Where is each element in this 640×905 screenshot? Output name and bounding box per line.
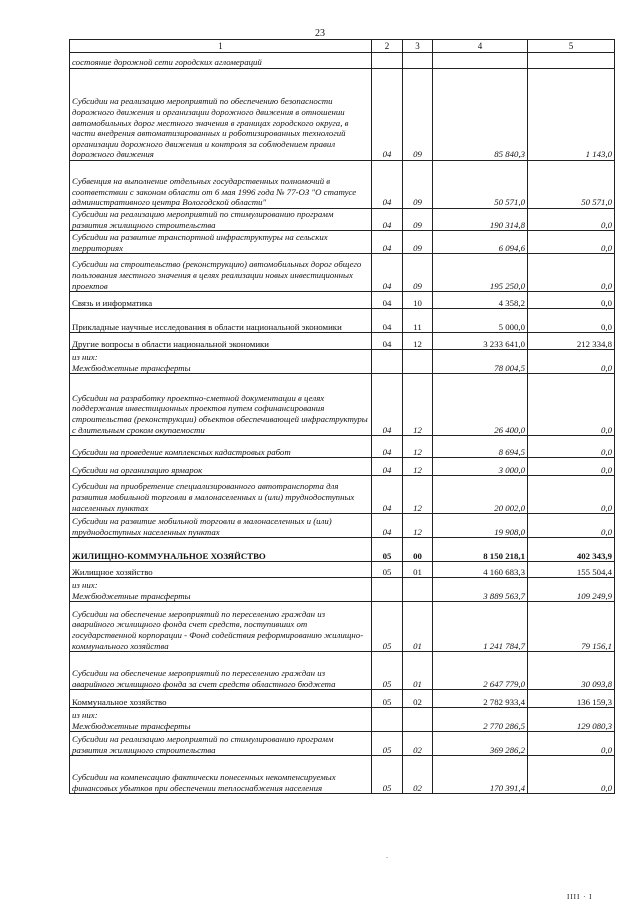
row-subsection-code: 01 — [403, 562, 433, 578]
row-amount-federal: 0,0 — [528, 254, 615, 292]
row-subsection-code: 12 — [403, 333, 433, 350]
row-subsection-code — [403, 708, 433, 732]
row-amount-federal: 0,0 — [528, 350, 615, 374]
row-amount-federal — [528, 53, 615, 69]
table-row — [70, 254, 615, 292]
budget-table — [69, 39, 615, 794]
table-row — [70, 231, 615, 254]
row-name: Субсидии на приобретение специализированного автотранспорта для развития мобильной торговли в малонаселенных и (или) труднодоступных населенных пунктах — [70, 476, 372, 514]
row-section-code: 05 — [372, 756, 403, 794]
table-row — [70, 732, 615, 756]
row-section-code: 04 — [372, 374, 403, 436]
row-amount-total: 8 694,5 — [433, 436, 528, 458]
row-section-code: 05 — [372, 690, 403, 708]
row-amount-total: 3 000,0 — [433, 458, 528, 476]
row-section-code: 05 — [372, 602, 403, 652]
row-section-code: 04 — [372, 458, 403, 476]
row-amount-total: 2 647 779,0 — [433, 652, 528, 690]
row-subsection-code: 12 — [403, 458, 433, 476]
row-section-code — [372, 350, 403, 374]
table-row — [70, 374, 615, 436]
row-name: Субсидии на реализацию мероприятий по стимулированию программ развития жилищного строительства — [70, 732, 372, 756]
row-amount-total: 2 770 286,5 — [433, 708, 528, 732]
row-amount-total: 4 358,2 — [433, 292, 528, 309]
row-subsection-code: 02 — [403, 732, 433, 756]
row-amount-federal: 0,0 — [528, 436, 615, 458]
table-row — [70, 458, 615, 476]
header-col-4: 4 — [433, 40, 528, 53]
row-name: Связь и информатика — [70, 292, 372, 309]
row-section-code: 05 — [372, 732, 403, 756]
row-name: Субсидии на компенсацию фактически понесенных некомпенсируемых финансовых убытков при обеспечении теплоснабжения населения — [70, 756, 372, 794]
row-section-code — [372, 53, 403, 69]
row-subsection-code: 12 — [403, 514, 433, 538]
row-amount-federal: 402 343,9 — [528, 538, 615, 562]
header-col-2: 2 — [372, 40, 403, 53]
table-row — [70, 209, 615, 231]
row-name: Другие вопросы в области национальной экономики — [70, 333, 372, 350]
row-amount-federal: 0,0 — [528, 476, 615, 514]
row-section-code: 04 — [372, 514, 403, 538]
table-row — [70, 476, 615, 514]
table-row — [70, 514, 615, 538]
row-subsection-code — [403, 578, 433, 602]
row-name: из них: Межбюджетные трансферты — [70, 708, 372, 732]
row-amount-federal: 0,0 — [528, 732, 615, 756]
table-row — [70, 690, 615, 708]
row-amount-federal: 0,0 — [528, 514, 615, 538]
row-subsection-code: 01 — [403, 602, 433, 652]
table-row — [70, 602, 615, 652]
row-name: Субсидии на строительство (реконструкцию) автомобильных дорог общего пользования местного значения в целях реализации новых инвестиционных проектов — [70, 254, 372, 292]
row-amount-total: 20 002,0 — [433, 476, 528, 514]
row-amount-federal: 136 159,3 — [528, 690, 615, 708]
row-subsection-code: 09 — [403, 161, 433, 209]
row-subsection-code: 12 — [403, 436, 433, 458]
row-name: Субсидии на разработку проектно-сметной документации в целях поддержания инвестиционных проектов путем софинансирования строительства (реконструкции) объектов обеспечивающей инфраструктуры с длительным сроком окупаемости — [70, 374, 372, 436]
row-section-code: 04 — [372, 333, 403, 350]
row-name: Субвенция на выполнение отдельных государственных полномочий в соответствии с законом области от 6 мая 1996 года № 77-ОЗ "О статусе административного центра Вологодской области" — [70, 161, 372, 209]
row-section-code: 04 — [372, 161, 403, 209]
row-amount-total: 195 250,0 — [433, 254, 528, 292]
row-subsection-code: 09 — [403, 254, 433, 292]
row-amount-federal: 1 143,0 — [528, 69, 615, 161]
row-amount-total: 6 094,6 — [433, 231, 528, 254]
row-amount-total: 2 782 933,4 — [433, 690, 528, 708]
row-section-code: 04 — [372, 209, 403, 231]
row-amount-federal: 129 080,3 — [528, 708, 615, 732]
header-col-5: 5 — [528, 40, 615, 53]
row-section-code: 05 — [372, 652, 403, 690]
row-section-code: 05 — [372, 562, 403, 578]
table-row — [70, 436, 615, 458]
row-amount-federal: 0,0 — [528, 756, 615, 794]
row-name: Коммунальное хозяйство — [70, 690, 372, 708]
row-subsection-code: 01 — [403, 652, 433, 690]
table-row — [70, 350, 615, 374]
row-subsection-code — [403, 350, 433, 374]
row-section-code: 04 — [372, 254, 403, 292]
table-row — [70, 652, 615, 690]
row-name: Субсидии на реализацию мероприятий по стимулированию программ развития жилищного строительства — [70, 209, 372, 231]
row-section-code: 04 — [372, 231, 403, 254]
row-name: Субсидии на обеспечение мероприятий по переселению граждан из аварийного жилищного фонда за счет средств областного бюджета — [70, 652, 372, 690]
row-name: Субсидии на организацию ярмарок — [70, 458, 372, 476]
page-number: 23 — [315, 28, 325, 39]
row-name: Прикладные научные исследования в области национальной экономики — [70, 309, 372, 333]
row-amount-total: 190 314,8 — [433, 209, 528, 231]
row-section-code — [372, 708, 403, 732]
table-row — [70, 69, 615, 161]
row-section-code: 04 — [372, 436, 403, 458]
header-col-3: 3 — [403, 40, 433, 53]
table-header-row — [70, 40, 615, 53]
row-subsection-code: 10 — [403, 292, 433, 309]
table-row — [70, 292, 615, 309]
row-section-code: 04 — [372, 476, 403, 514]
table-row — [70, 333, 615, 350]
row-amount-total: 85 840,3 — [433, 69, 528, 161]
row-name: Субсидии на реализацию мероприятий по обеспечению безопасности дорожного движения и организации дорожного движения в отношении автомобильных дорог местного значения в границах городского округа, в части внедрения автоматизированных и роботизированных технологий организации дорожного движения и контроля за соблюдением правил дорожного движения — [70, 69, 372, 161]
row-amount-federal: 212 334,8 — [528, 333, 615, 350]
row-section-code: 05 — [372, 538, 403, 562]
row-amount-federal: 79 156,1 — [528, 602, 615, 652]
row-amount-total: 170 391,4 — [433, 756, 528, 794]
row-name: Субсидии на обеспечение мероприятий по переселению граждан из аварийного жилищного фонда счет средств, поступивших от государственной корпорации - Фонд содействия реформированию жилищно-коммунального хозяйства — [70, 602, 372, 652]
table-row — [70, 309, 615, 333]
row-amount-total: 19 908,0 — [433, 514, 528, 538]
row-amount-federal: 50 571,0 — [528, 161, 615, 209]
row-amount-total: 1 241 784,7 — [433, 602, 528, 652]
row-amount-total: 26 400,0 — [433, 374, 528, 436]
row-amount-federal: 0,0 — [528, 458, 615, 476]
row-name: ЖИЛИЩНО-КОММУНАЛЬНОЕ ХОЗЯЙСТВО — [70, 538, 372, 562]
table-row — [70, 538, 615, 562]
row-subsection-code: 02 — [403, 690, 433, 708]
row-amount-total: 369 286,2 — [433, 732, 528, 756]
row-subsection-code: 12 — [403, 476, 433, 514]
row-name: из них: Межбюджетные трансферты — [70, 350, 372, 374]
row-subsection-code: 11 — [403, 309, 433, 333]
row-subsection-code — [403, 53, 433, 69]
table-row — [70, 708, 615, 732]
stray-mark: - — [386, 855, 388, 861]
row-amount-federal: 0,0 — [528, 209, 615, 231]
table-row — [70, 161, 615, 209]
table-row — [70, 562, 615, 578]
row-amount-total: 5 000,0 — [433, 309, 528, 333]
row-amount-total: 4 160 683,3 — [433, 562, 528, 578]
row-name: состояние дорожной сети городских агломераций — [70, 53, 372, 69]
row-amount-federal: 0,0 — [528, 374, 615, 436]
row-amount-total: 8 150 218,1 — [433, 538, 528, 562]
table-row — [70, 53, 615, 69]
row-subsection-code: 09 — [403, 231, 433, 254]
row-subsection-code: 02 — [403, 756, 433, 794]
row-name: из них: Межбюджетные трансферты — [70, 578, 372, 602]
row-amount-total: 3 889 563,7 — [433, 578, 528, 602]
footer-marks: IIII · I — [567, 893, 593, 901]
row-subsection-code: 12 — [403, 374, 433, 436]
row-amount-total: 3 233 641,0 — [433, 333, 528, 350]
row-subsection-code: 09 — [403, 209, 433, 231]
row-section-code: 04 — [372, 69, 403, 161]
row-amount-total: 50 571,0 — [433, 161, 528, 209]
table-row — [70, 578, 615, 602]
row-subsection-code: 09 — [403, 69, 433, 161]
row-amount-federal: 109 249,9 — [528, 578, 615, 602]
row-amount-federal: 0,0 — [528, 231, 615, 254]
row-amount-total — [433, 53, 528, 69]
row-subsection-code: 00 — [403, 538, 433, 562]
table-row — [70, 756, 615, 794]
row-amount-federal: 155 504,4 — [528, 562, 615, 578]
row-name: Субсидии на проведение комплексных кадастровых работ — [70, 436, 372, 458]
row-amount-total: 78 004,5 — [433, 350, 528, 374]
row-amount-federal: 0,0 — [528, 292, 615, 309]
row-amount-federal: 0,0 — [528, 309, 615, 333]
row-section-code: 04 — [372, 309, 403, 333]
row-amount-federal: 30 093,8 — [528, 652, 615, 690]
header-col-1: 1 — [70, 40, 372, 53]
row-name: Субсидии на развитие транспортной инфраструктуры на сельских территориях — [70, 231, 372, 254]
row-name: Субсидии на развитие мобильной торговли в малонаселенных и (или) труднодоступных населенных пунктах — [70, 514, 372, 538]
row-section-code — [372, 578, 403, 602]
row-name: Жилищное хозяйство — [70, 562, 372, 578]
row-section-code: 04 — [372, 292, 403, 309]
